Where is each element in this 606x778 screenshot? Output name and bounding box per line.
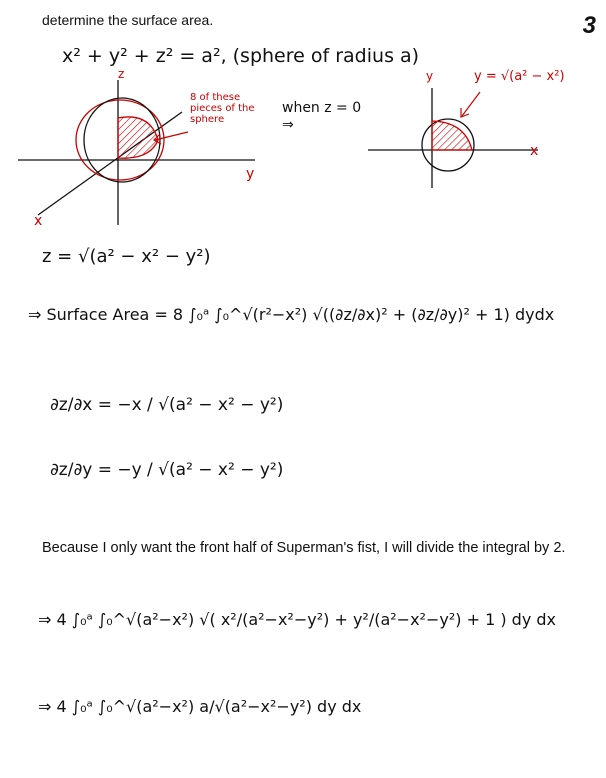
sphere-equation: x² + y² + z² = a², (sphere of radius a) [62,45,420,67]
partial-z-y: ∂z/∂y = −y / √(a² − x² − y²) [50,460,284,480]
x-axis-line [38,112,182,215]
integral-four: ⇒ 4 ∫₀ᵃ ∫₀^√(a²−x²) √( x²/(a²−x²−y²) + y²/(a²−x²−y²) + 1 ) dy dx [38,610,557,629]
curve-arrow [461,92,480,117]
axis-label-x: x [34,213,43,229]
partial-z-x: ∂z/∂x = −x / √(a² − x² − y²) [50,395,284,415]
when-z-zero: when z = 0 ⇒ [282,100,362,133]
right-axis-label-x: x [530,143,539,159]
annotation-pieces: 8 of these pieces of the sphere [190,92,255,125]
sketch-2d [368,88,538,188]
problem-prompt: determine the surface area. [42,12,214,28]
z-equation: z = √(a² − x² − y²) [42,246,211,267]
shaded-piece [118,117,158,158]
superman-explanation: Because I only want the front half of Superman's fist, I will divide the integral by 2. [42,540,566,556]
axis-label-z: z [118,67,125,81]
page-number: 3 [582,12,596,39]
right-axis-label-y: y [426,69,434,83]
surface-area-integral: ⇒ Surface Area = 8 ∫₀ᵃ ∫₀^√(r²−x²) √((∂z/∂x)² + (∂z/∂y)² + 1) dydx [28,305,555,324]
curve-label: y = √(a² − x²) [474,69,565,84]
axis-label-y: y [246,166,255,182]
integral-final: ⇒ 4 ∫₀ᵃ ∫₀^√(a²−x²) a/√(a²−x²−y²) dy dx [38,697,362,716]
